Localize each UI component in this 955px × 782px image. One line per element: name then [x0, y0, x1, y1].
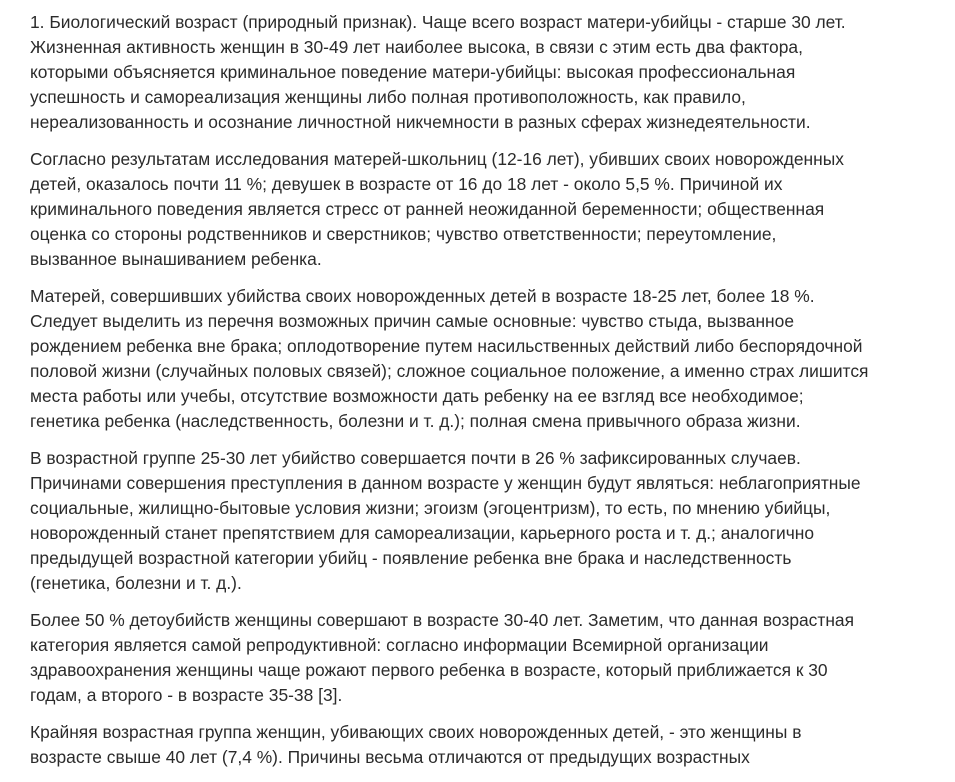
text-line: места работы или учебы, отсутствие возможности дать ребенку на ее взгляд все необходимое;	[30, 386, 804, 406]
text-line: оценка со стороны родственников и сверстников; чувство ответственности; переутомление,	[30, 224, 777, 244]
paragraph-age-over-40	[30, 720, 930, 770]
text-line: Крайняя возрастная группа женщин, убивающих своих новорожденных детей, - это женщины в	[30, 722, 802, 742]
text-line: Матерей, совершивших убийства своих новорожденных детей в возрасте 18-25 лет, более 18 %.	[30, 286, 815, 306]
article-body	[30, 10, 930, 782]
text-line: Причинами совершения преступления в данном возрасте у женщин будут являться: неблагоприятные	[30, 473, 861, 493]
text-line: рождением ребенка вне брака; оплодотворение путем насильственных действий либо беспорядочной	[30, 336, 863, 356]
paragraph-biological-age	[30, 10, 930, 135]
text-line: В возрастной группе 25-30 лет убийство совершается почти в 26 % зафиксированных случаев.	[30, 448, 801, 468]
text-line: успешность и самореализация женщины либо полная противоположность, как правило,	[30, 87, 746, 107]
text-line: категория является самой репродуктивной: согласно информации Всемирной организации	[30, 635, 769, 655]
text-line: социальные, жилищно-бытовые условия жизни; эгоизм (эгоцентризм), то есть, по мнению убийцы,	[30, 498, 831, 518]
text-line: которыми объясняется криминальное поведение матери-убийцы: высокая профессиональная	[30, 62, 796, 82]
text-line: 1. Биологический возраст (природный признак). Чаще всего возраст матери-убийцы - старше 30 лет.	[30, 12, 846, 32]
paragraph-age-18-25	[30, 284, 930, 434]
text-line: половой жизни (случайных половых связей); сложное социальное положение, а именно страх лишится	[30, 361, 869, 381]
text-line: Более 50 % детоубийств женщины совершают в возрасте 30-40 лет. Заметим, что данная возрастная	[30, 610, 855, 630]
text-line: (генетика, болезни и т. д.).	[30, 573, 242, 593]
text-line: возрасте свыше 40 лет (7,4 %). Причины весьма отличаются от предыдущих возрастных	[30, 747, 750, 767]
paragraph-age-25-30	[30, 446, 930, 596]
paragraph-schoolgirls	[30, 147, 930, 272]
text-line: криминального поведения является стресс от ранней неожиданной беременности; общественная	[30, 199, 825, 219]
text-line: детей, оказалось почти 11 %; девушек в возрасте от 16 до 18 лет - около 5,5 %. Причиной их	[30, 174, 783, 194]
text-line: здравоохранения женщины чаще рожают первого ребенка в возрасте, который приближается к 30	[30, 660, 828, 680]
text-line: нереализованность и осознание личностной никчемности в разных сферах жизнедеятельности.	[30, 112, 811, 132]
text-line: вызванное вынашиванием ребенка.	[30, 249, 322, 269]
text-line: Согласно результатам исследования матерей-школьниц (12-16 лет), убивших своих новорожденных	[30, 149, 844, 169]
text-line: Жизненная активность женщин в 30-49 лет наиболее высока, в связи с этим есть два фактора,	[30, 37, 803, 57]
text-line: предыдущей возрастной категории убийц - появление ребенка вне брака и наследственность	[30, 548, 792, 568]
text-line: годам, а второго - в возрасте 35-38 [3].	[30, 685, 343, 705]
text-line: Следует выделить из перечня возможных причин самые основные: чувство стыда, вызванное	[30, 311, 794, 331]
text-line: генетика ребенка (наследственность, болезни и т. д.); полная смена привычного образа жизни.	[30, 411, 801, 431]
text-line: новорожденный станет препятствием для самореализации, карьерного роста и т. д.; аналогично	[30, 523, 815, 543]
paragraph-age-30-40	[30, 608, 930, 708]
